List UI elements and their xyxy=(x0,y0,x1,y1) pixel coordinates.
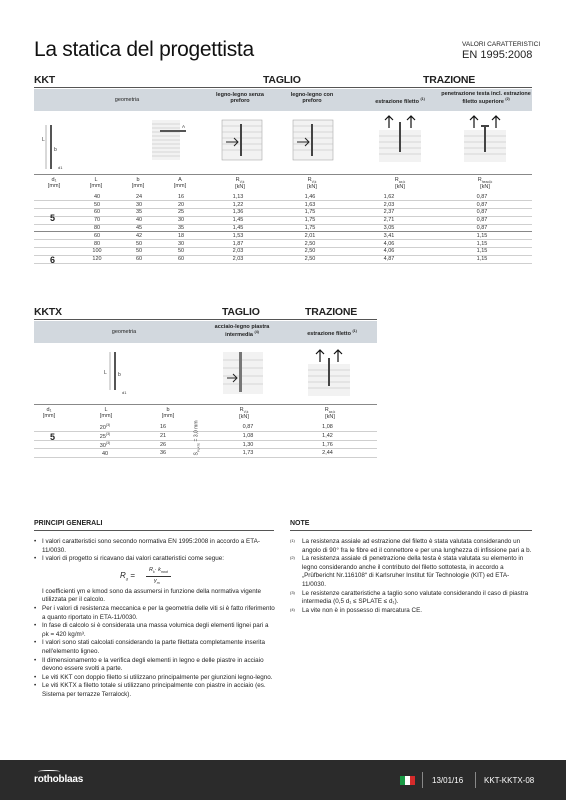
table-cell: 1,75 xyxy=(274,209,346,217)
kktx-withdrawal-header: estrazione filetto $^{(1)}$ xyxy=(307,329,357,337)
svg-text:A: A xyxy=(182,124,186,129)
table-cell: 50 xyxy=(118,248,160,256)
table-cell: 16 xyxy=(132,423,194,431)
table-row xyxy=(34,240,532,248)
table-cell: 1,76 xyxy=(278,440,377,449)
svg-text:d1: d1 xyxy=(122,390,127,395)
kktx-shear-title: TAGLIO xyxy=(222,306,260,318)
table-cell xyxy=(34,232,76,240)
table-cell: 2,44 xyxy=(278,449,377,458)
principi-heading: PRINCIPI GENERALI xyxy=(34,520,103,527)
table-cell: 4,06 xyxy=(346,248,432,256)
footer-divider xyxy=(475,772,476,788)
table-cell: 1,63 xyxy=(274,201,346,209)
table-cell: 45 xyxy=(118,224,160,232)
kkt-screw-section-drawing xyxy=(148,116,196,164)
table-cell: 120 xyxy=(76,255,118,263)
note-list xyxy=(290,538,532,615)
table-cell: 20$^{(3)}$ xyxy=(78,423,132,431)
table-cell: 100 xyxy=(76,248,118,256)
table-cell: 60 xyxy=(76,209,118,217)
table-cell: 50 xyxy=(76,201,118,209)
table-cell: 25$^{(3)}$ xyxy=(78,431,132,440)
table-cell: 70 xyxy=(76,216,118,224)
design-formula: $R_d$ = $R_k\cdot k_{mod}$ $\gamma_m$ xyxy=(42,566,276,588)
table-cell: 1,15 xyxy=(432,240,532,248)
table-cell: 30$^{(3)}$ xyxy=(78,440,132,449)
kktx-geometry-header: geometria xyxy=(111,329,137,335)
table-cell: 1,45 xyxy=(202,224,274,232)
kkt-colhead-rule xyxy=(34,174,532,175)
table-cell: 50 xyxy=(118,240,160,248)
kkt-headpull-header: penetrazione testa incl. estrazione filetto superiore $^{(2)}$ xyxy=(441,91,531,106)
kkt-shear-predrill-header: legno-legno con preforo xyxy=(290,92,334,105)
table-cell: 0,87 xyxy=(218,423,278,431)
table-row xyxy=(34,224,532,232)
table-cell: 35 xyxy=(160,224,202,232)
table-cell: 50 xyxy=(160,248,202,256)
kkt-col-rvk2: $R_{V,k}$ [kN] xyxy=(307,177,317,191)
note-item: (1) La resistenza assiale ad estrazione del filetto è stata valutata considerando un angolo di 90° fra le fibre ed il connettore e per una lunghezza di infissione pari a b. xyxy=(290,538,532,554)
kkt-diameter-6: 6 xyxy=(50,255,56,265)
table-cell xyxy=(34,423,78,431)
principi-item: • Il dimensionamento e la verifica degli elementi in legno e delle piastre in acciaio devono essere svolti a parte. xyxy=(34,657,276,674)
table-cell: 2,50 xyxy=(274,240,346,248)
table-cell: 36 xyxy=(132,449,194,458)
table-cell xyxy=(34,224,76,232)
kkt-withdrawal-header: estrazione filetto $^{(1)}$ xyxy=(375,97,425,105)
table-cell xyxy=(34,193,76,201)
table-cell: 2,03 xyxy=(202,248,274,256)
table-cell: 42 xyxy=(118,232,160,240)
footer-date: 13/01/16 xyxy=(432,776,464,785)
kkt-diameter-5: 5 xyxy=(50,213,56,223)
table-cell: 2,03 xyxy=(346,201,432,209)
kktx-section-title: KKTX xyxy=(34,306,62,318)
table-cell: 20 xyxy=(160,201,202,209)
kkt-col-A: A [mm] xyxy=(173,177,187,190)
brand-logo-arc xyxy=(38,770,60,773)
table-cell: 40 xyxy=(118,216,160,224)
table-cell xyxy=(34,440,78,449)
kkt-shear-nopredrill-header: legno-legno senza preforo xyxy=(216,92,264,105)
table-cell: 35 xyxy=(118,209,160,217)
kktx-diameter-5: 5 xyxy=(50,432,56,442)
table-cell: 1,15 xyxy=(432,248,532,256)
principi-item: • Per i valori di resistenza meccanica e per la geometria delle viti si è fatto riferimento a quanto riportato in ETA-11/0030. xyxy=(34,605,276,622)
svg-text:L: L xyxy=(42,137,45,143)
note-item: (3) Le resistenze caratteristiche a taglio sono valutate considerando il caso di piastra intermedia (0,5 d₁ ≤ SPLATE ≤ d₁). xyxy=(290,589,529,606)
table-cell: 1,45 xyxy=(202,216,274,224)
principi-item: • I valori di progetto si ricavano dai valori caratteristici come segue: $R_d$ = $R_k\cdot k_{mod}$ $\gamma_m$ I coefficienti γm e kmod sono da assumersi in funzione della normativa vigente utilizzata per il calcolo. xyxy=(34,555,276,605)
table-cell: 26 xyxy=(132,440,194,449)
kkt-data-table xyxy=(34,193,532,264)
table-cell: 80 xyxy=(76,224,118,232)
table-cell: 16 xyxy=(160,193,202,201)
kkt-col-b: b [mm] xyxy=(131,177,145,190)
table-row xyxy=(34,216,532,224)
table-cell: 30 xyxy=(160,216,202,224)
table-row xyxy=(34,440,377,449)
note-item: (2) La resistenza assiale di penetrazione della testa è stata valutata su elemento in legno considerando anche il contributo del filetto sottotesta, in accordo a „Prüfbericht Nr.116108“ di Karlsruher Institut für Technologie (KIT) ed ETA-11/0030. xyxy=(290,555,524,588)
table-row xyxy=(34,193,532,201)
table-cell: 60 xyxy=(160,255,202,263)
table-cell: 1,62 xyxy=(346,193,432,201)
kktx-plate-thickness-label: $S_{PLATE} = 3,0$ mm xyxy=(193,420,201,456)
kkt-section-title: KKT xyxy=(34,74,55,86)
table-cell: 1,36 xyxy=(202,209,274,217)
kkt-col-d1: d₁ [mm] xyxy=(47,177,61,190)
table-cell: 1,08 xyxy=(278,423,377,431)
table-cell: 4,06 xyxy=(346,240,432,248)
table-cell: 1,22 xyxy=(202,201,274,209)
table-cell: 30 xyxy=(118,201,160,209)
coeff-text: I coefficienti γm e kmod sono da assumersi in funzione della normativa vigente utilizzata per il calcolo. xyxy=(42,587,261,604)
kktx-colhead-rule xyxy=(34,404,377,405)
table-cell: 1,46 xyxy=(274,193,346,201)
table-cell: 3,41 xyxy=(346,232,432,240)
kkt-col-L: L [mm] xyxy=(89,177,103,190)
table-cell xyxy=(34,201,76,209)
table-row xyxy=(34,201,532,209)
kktx-top-rule xyxy=(34,319,377,320)
note-heading: NOTE xyxy=(290,520,310,527)
svg-text:b: b xyxy=(54,147,57,153)
table-cell: 2,37 xyxy=(346,209,432,217)
kktx-col-d1: d₁ [mm] xyxy=(42,407,56,420)
kkt-geometry-drawing xyxy=(40,115,100,175)
table-cell: 0,87 xyxy=(432,209,532,217)
table-row xyxy=(34,255,532,263)
table-row xyxy=(34,423,377,431)
kktx-col-L: L [mm] xyxy=(99,407,113,420)
kkt-shear-title: TAGLIO xyxy=(263,74,301,86)
italian-flag-icon xyxy=(400,776,415,785)
kktx-col-rvk: $R_{V,k}$ [kN] xyxy=(239,407,249,421)
page-title: La statica del progettista xyxy=(34,38,254,61)
table-cell: 1,53 xyxy=(202,232,274,240)
principi-rule xyxy=(34,530,274,531)
table-cell: 30 xyxy=(160,240,202,248)
kkt-shear-nopredrill-drawing xyxy=(218,116,266,164)
kkt-withdrawal-drawing xyxy=(375,112,425,164)
principi-item: • Le viti KKTX a filetto totale si utilizzano principalmente con piastre in acciaio (es. Sistema per terrazze Terralock). xyxy=(34,682,276,699)
table-cell xyxy=(34,449,78,458)
table-cell: 80 xyxy=(76,240,118,248)
kktx-shear-header: acciaio-legno piastra intermedia $^{(4)}$ xyxy=(214,324,270,339)
table-cell: 1,15 xyxy=(432,255,532,263)
note-item: (4) La vite non è in possesso di marcatura CE. xyxy=(290,606,423,614)
table-cell: 1,15 xyxy=(432,232,532,240)
svg-text:b: b xyxy=(118,372,121,378)
table-cell: 0,87 xyxy=(432,224,532,232)
table-cell: 1,30 xyxy=(218,440,278,449)
table-cell: 60 xyxy=(118,255,160,263)
table-row xyxy=(34,209,532,217)
footer-bar xyxy=(0,760,566,800)
table-cell: 0,87 xyxy=(432,216,532,224)
table-cell: 1,08 xyxy=(218,431,278,440)
kkt-col-rvk1: $R_{V,k}$ [kN] xyxy=(235,177,245,191)
table-cell: 2,50 xyxy=(274,248,346,256)
kkt-top-rule xyxy=(34,87,532,88)
footer-code: KKT-KKTX-08 xyxy=(484,776,535,785)
brand-logo: rothoblaas xyxy=(34,774,84,785)
svg-text:d1: d1 xyxy=(58,165,63,170)
kktx-data-table xyxy=(34,420,377,458)
table-row xyxy=(34,431,377,440)
kkt-shear-predrill-drawing xyxy=(289,116,337,164)
table-cell: 60 xyxy=(76,232,118,240)
kktx-geometry-drawing xyxy=(90,348,140,398)
table-cell: 24 xyxy=(118,193,160,201)
principi-item: • Le viti KKT con doppio filetto si utilizzano principalmente per giunzioni legno-legno. xyxy=(34,674,276,683)
table-cell: 25 xyxy=(160,209,202,217)
table-cell: 1,42 xyxy=(278,431,377,440)
kktx-tension-title: TRAZIONE xyxy=(305,306,358,318)
table-cell: 1,73 xyxy=(218,449,278,458)
principi-list xyxy=(34,538,276,700)
table-cell: 2,50 xyxy=(274,255,346,263)
table-row xyxy=(34,449,377,458)
table-cell xyxy=(34,240,76,248)
values-label: VALORI CARATTERISTICI xyxy=(462,41,541,48)
table-row xyxy=(34,232,532,240)
note-rule xyxy=(290,530,532,531)
table-cell: 3,05 xyxy=(346,224,432,232)
table-cell: 2,03 xyxy=(202,255,274,263)
table-cell xyxy=(34,431,78,440)
table-cell: 1,75 xyxy=(274,224,346,232)
table-cell: 4,87 xyxy=(346,255,432,263)
table-cell: 21 xyxy=(132,431,194,440)
table-cell: 0,87 xyxy=(432,193,532,201)
kkt-col-raxk: $R_{ax,k}$ [kN] xyxy=(394,177,406,191)
principi-item: • In fase di calcolo si è considerata una massa volumica degli elementi lignei pari a ρk = 420 kg/m³. xyxy=(34,622,276,639)
table-cell: 2,71 xyxy=(346,216,432,224)
table-cell: 1,75 xyxy=(274,216,346,224)
kkt-geometry-header: geometria xyxy=(114,97,140,103)
table-row xyxy=(34,248,532,256)
footer-divider xyxy=(422,772,423,788)
kktx-col-b: b [mm] xyxy=(161,407,175,420)
kktx-col-raxk: $R_{ax,k}$ [kN] xyxy=(324,407,336,421)
kkt-headpull-drawing xyxy=(460,112,510,164)
principi-item: • I valori caratteristici sono secondo normativa EN 1995:2008 in accordo a ETA-11/0030. xyxy=(34,538,276,555)
kkt-tension-title: TRAZIONE xyxy=(423,74,476,86)
kktx-withdrawal-drawing xyxy=(304,346,354,398)
principi-item: • I valori sono stati calcolati considerando la parte filettata completamente inserita nell'elemento ligneo. xyxy=(34,639,276,656)
standard-label: EN 1995:2008 xyxy=(462,49,533,61)
kktx-shear-drawing xyxy=(219,348,267,398)
svg-text:L: L xyxy=(104,370,107,376)
kkt-col-rheadk: $R_{head,k}$ [kN] xyxy=(477,177,493,191)
table-cell: 1,87 xyxy=(202,240,274,248)
table-cell: 0,87 xyxy=(432,201,532,209)
table-cell: 40 xyxy=(78,449,132,458)
table-cell: 2,01 xyxy=(274,232,346,240)
table-cell: 18 xyxy=(160,232,202,240)
table-cell: 40 xyxy=(76,193,118,201)
table-cell: 1,13 xyxy=(202,193,274,201)
